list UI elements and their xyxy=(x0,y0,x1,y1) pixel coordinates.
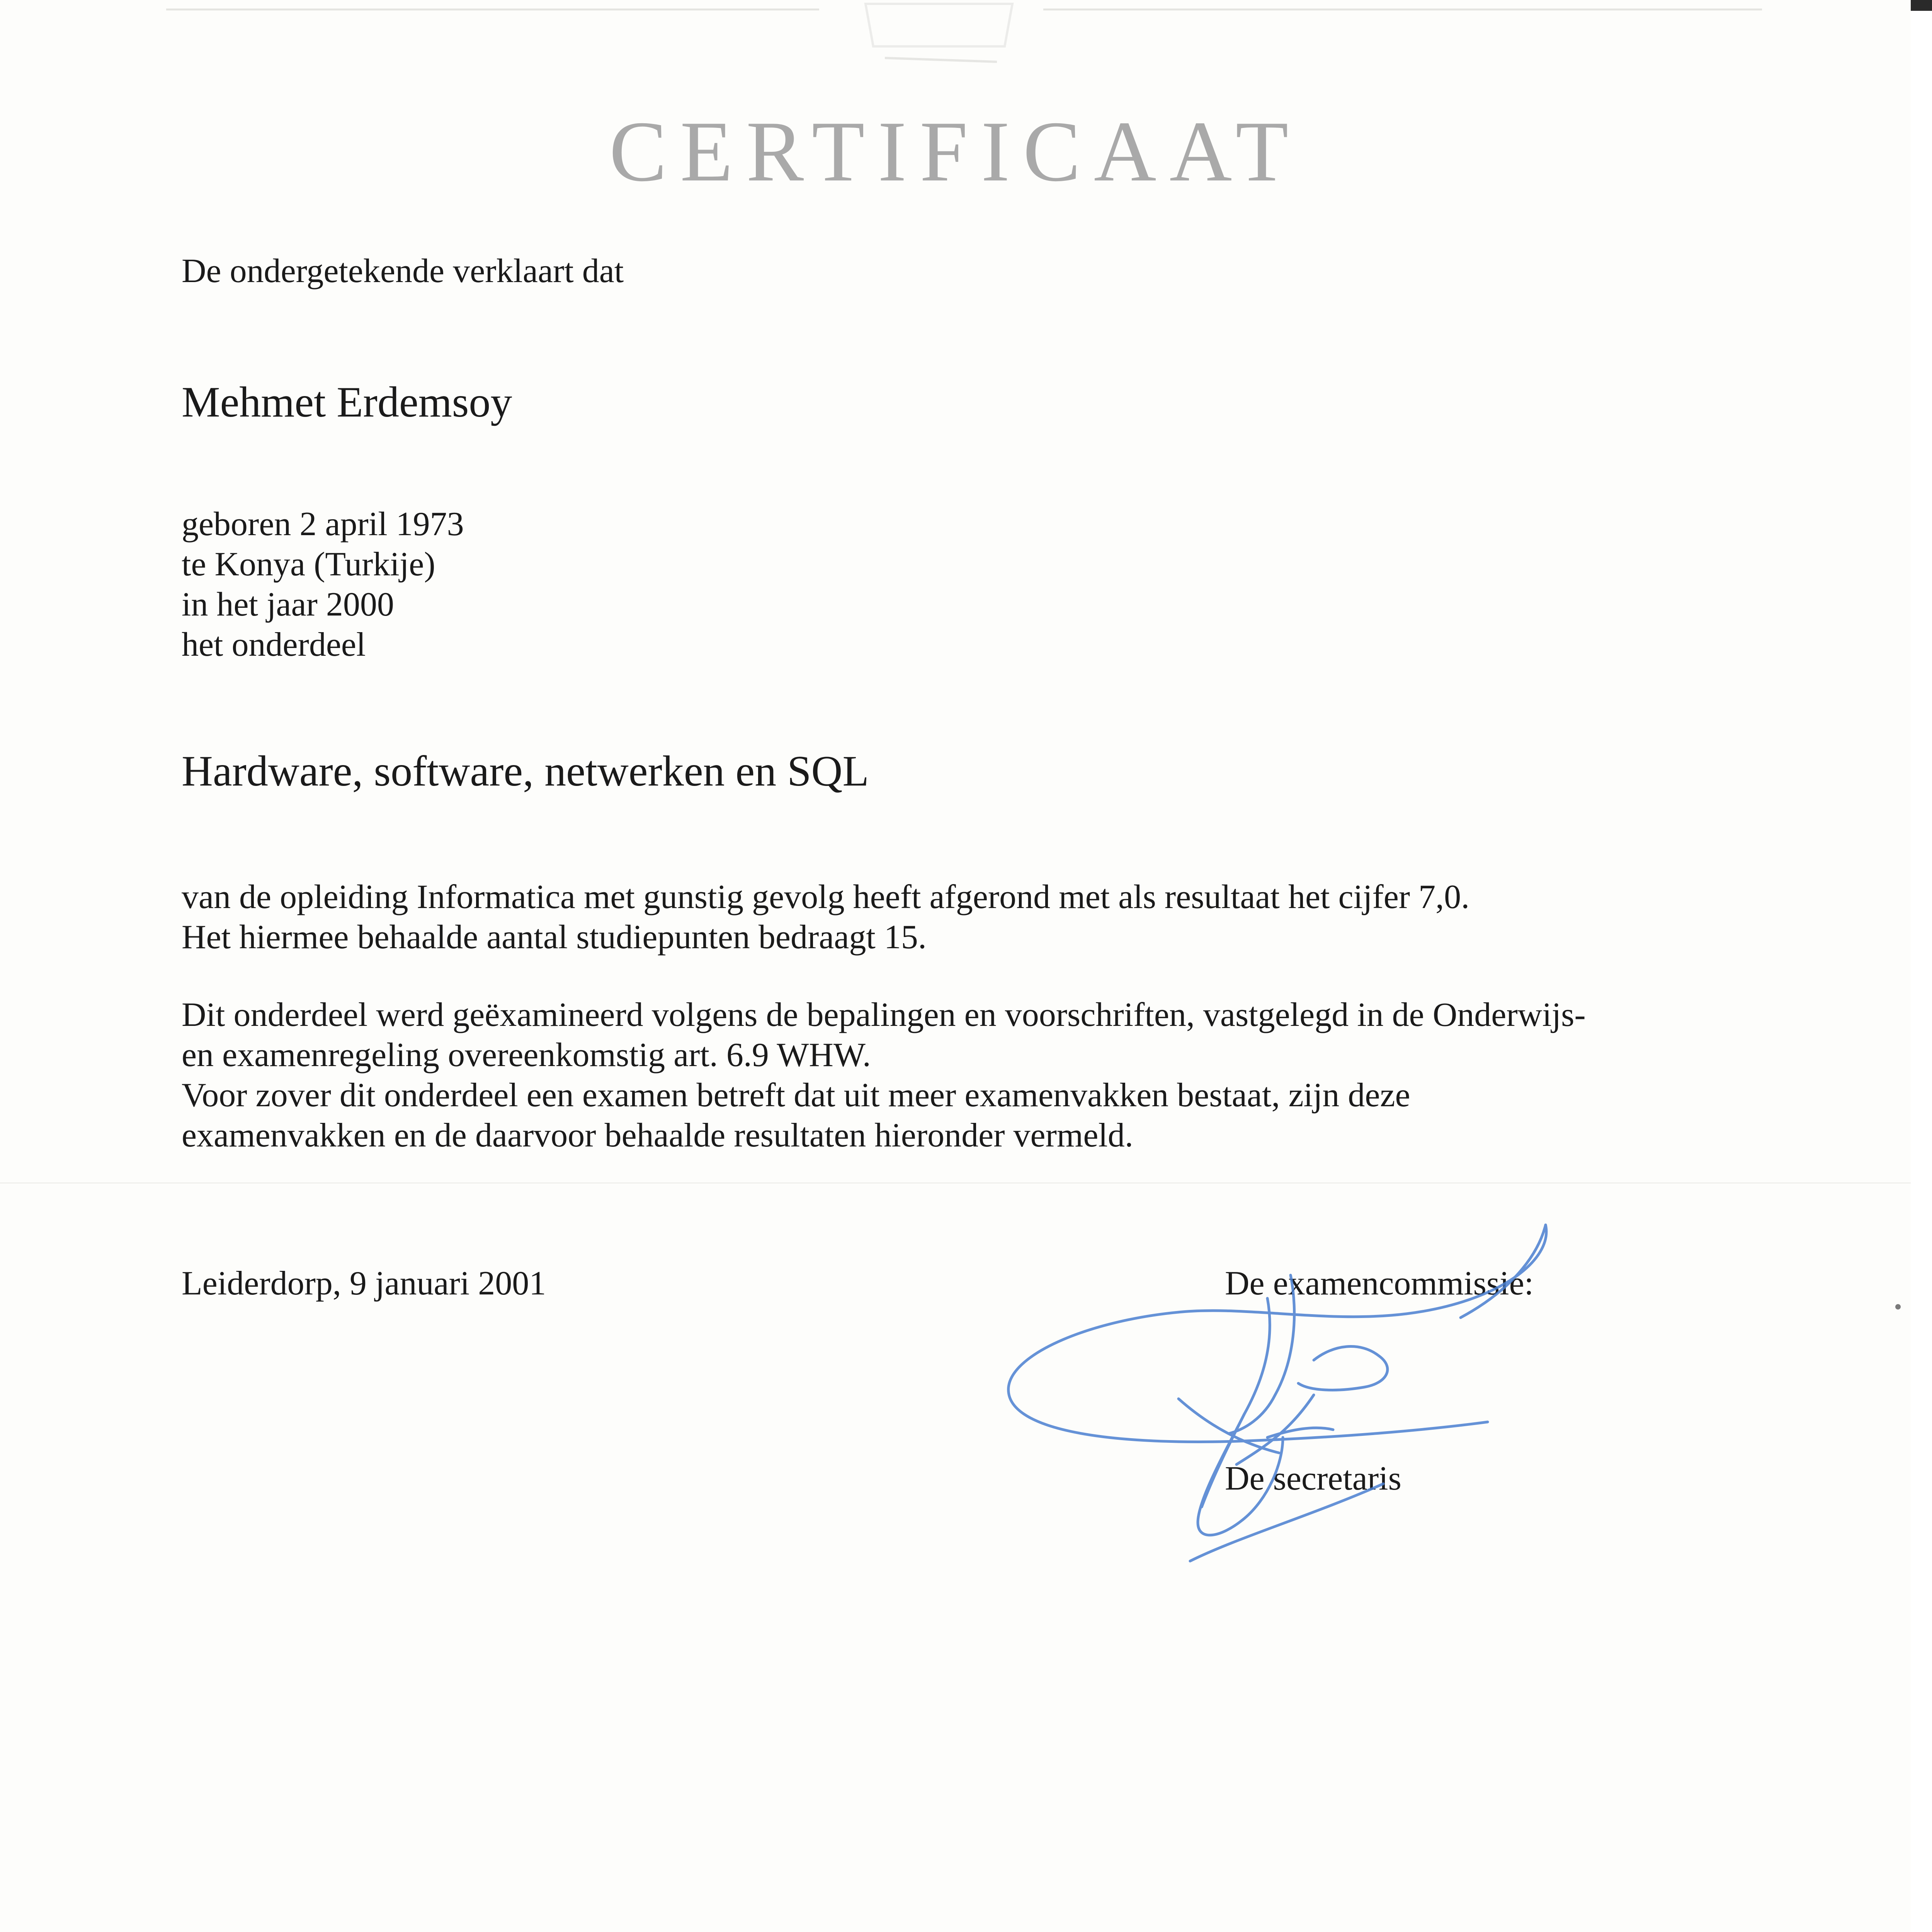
signature-icon xyxy=(997,1213,1561,1573)
intro-text: De ondergetekende verklaart dat xyxy=(182,252,624,290)
birth-place: te Konya (Turkije) xyxy=(182,546,435,583)
regulation-line-4: examenvakken en de daarvoor behaalde resultaten hieronder vermeld. xyxy=(182,1117,1133,1154)
scan-margin-shadow xyxy=(1911,0,1932,11)
regulation-line-2: en examenregeling overeenkomstig art. 6.9 WHW. xyxy=(182,1036,871,1074)
page-title: CERTIFICAAT xyxy=(609,104,1302,199)
result-line-1: van de opleiding Informatica met gunstig gevolg heeft afgerond met als resultaat het cijfer 7,0. xyxy=(182,878,1470,916)
recipient-name: Mehmet Erdemsoy xyxy=(182,378,512,426)
result-line-2: Het hiermee behaalde aantal studiepunten bedraagt 15. xyxy=(182,918,927,956)
scan-margin xyxy=(1911,0,1932,1932)
place-date: Leiderdorp, 9 januari 2001 xyxy=(182,1265,546,1302)
regulation-line-1: Dit onderdeel werd geëxamineerd volgens de bepalingen en voorschriften, vastgelegd in de Onderwijs- xyxy=(182,996,1586,1034)
component-title: Hardware, software, netwerken en SQL xyxy=(182,747,869,795)
component-intro: het onderdeel xyxy=(182,626,366,663)
scan-speck xyxy=(1895,1304,1901,1310)
birth-date: geboren 2 april 1973 xyxy=(182,505,464,543)
fold-line xyxy=(0,1182,1911,1184)
top-rule-left xyxy=(166,9,819,10)
embossed-seal-icon xyxy=(850,0,1036,66)
top-rule-right xyxy=(1043,9,1762,10)
regulation-line-3: Voor zover dit onderdeel een examen betreft dat uit meer examenvakken bestaat, zijn deze xyxy=(182,1077,1410,1114)
secretary-label: De secretaris xyxy=(1225,1460,1401,1497)
completion-year: in het jaar 2000 xyxy=(182,586,394,623)
committee-label: De examencommissie: xyxy=(1225,1265,1534,1302)
